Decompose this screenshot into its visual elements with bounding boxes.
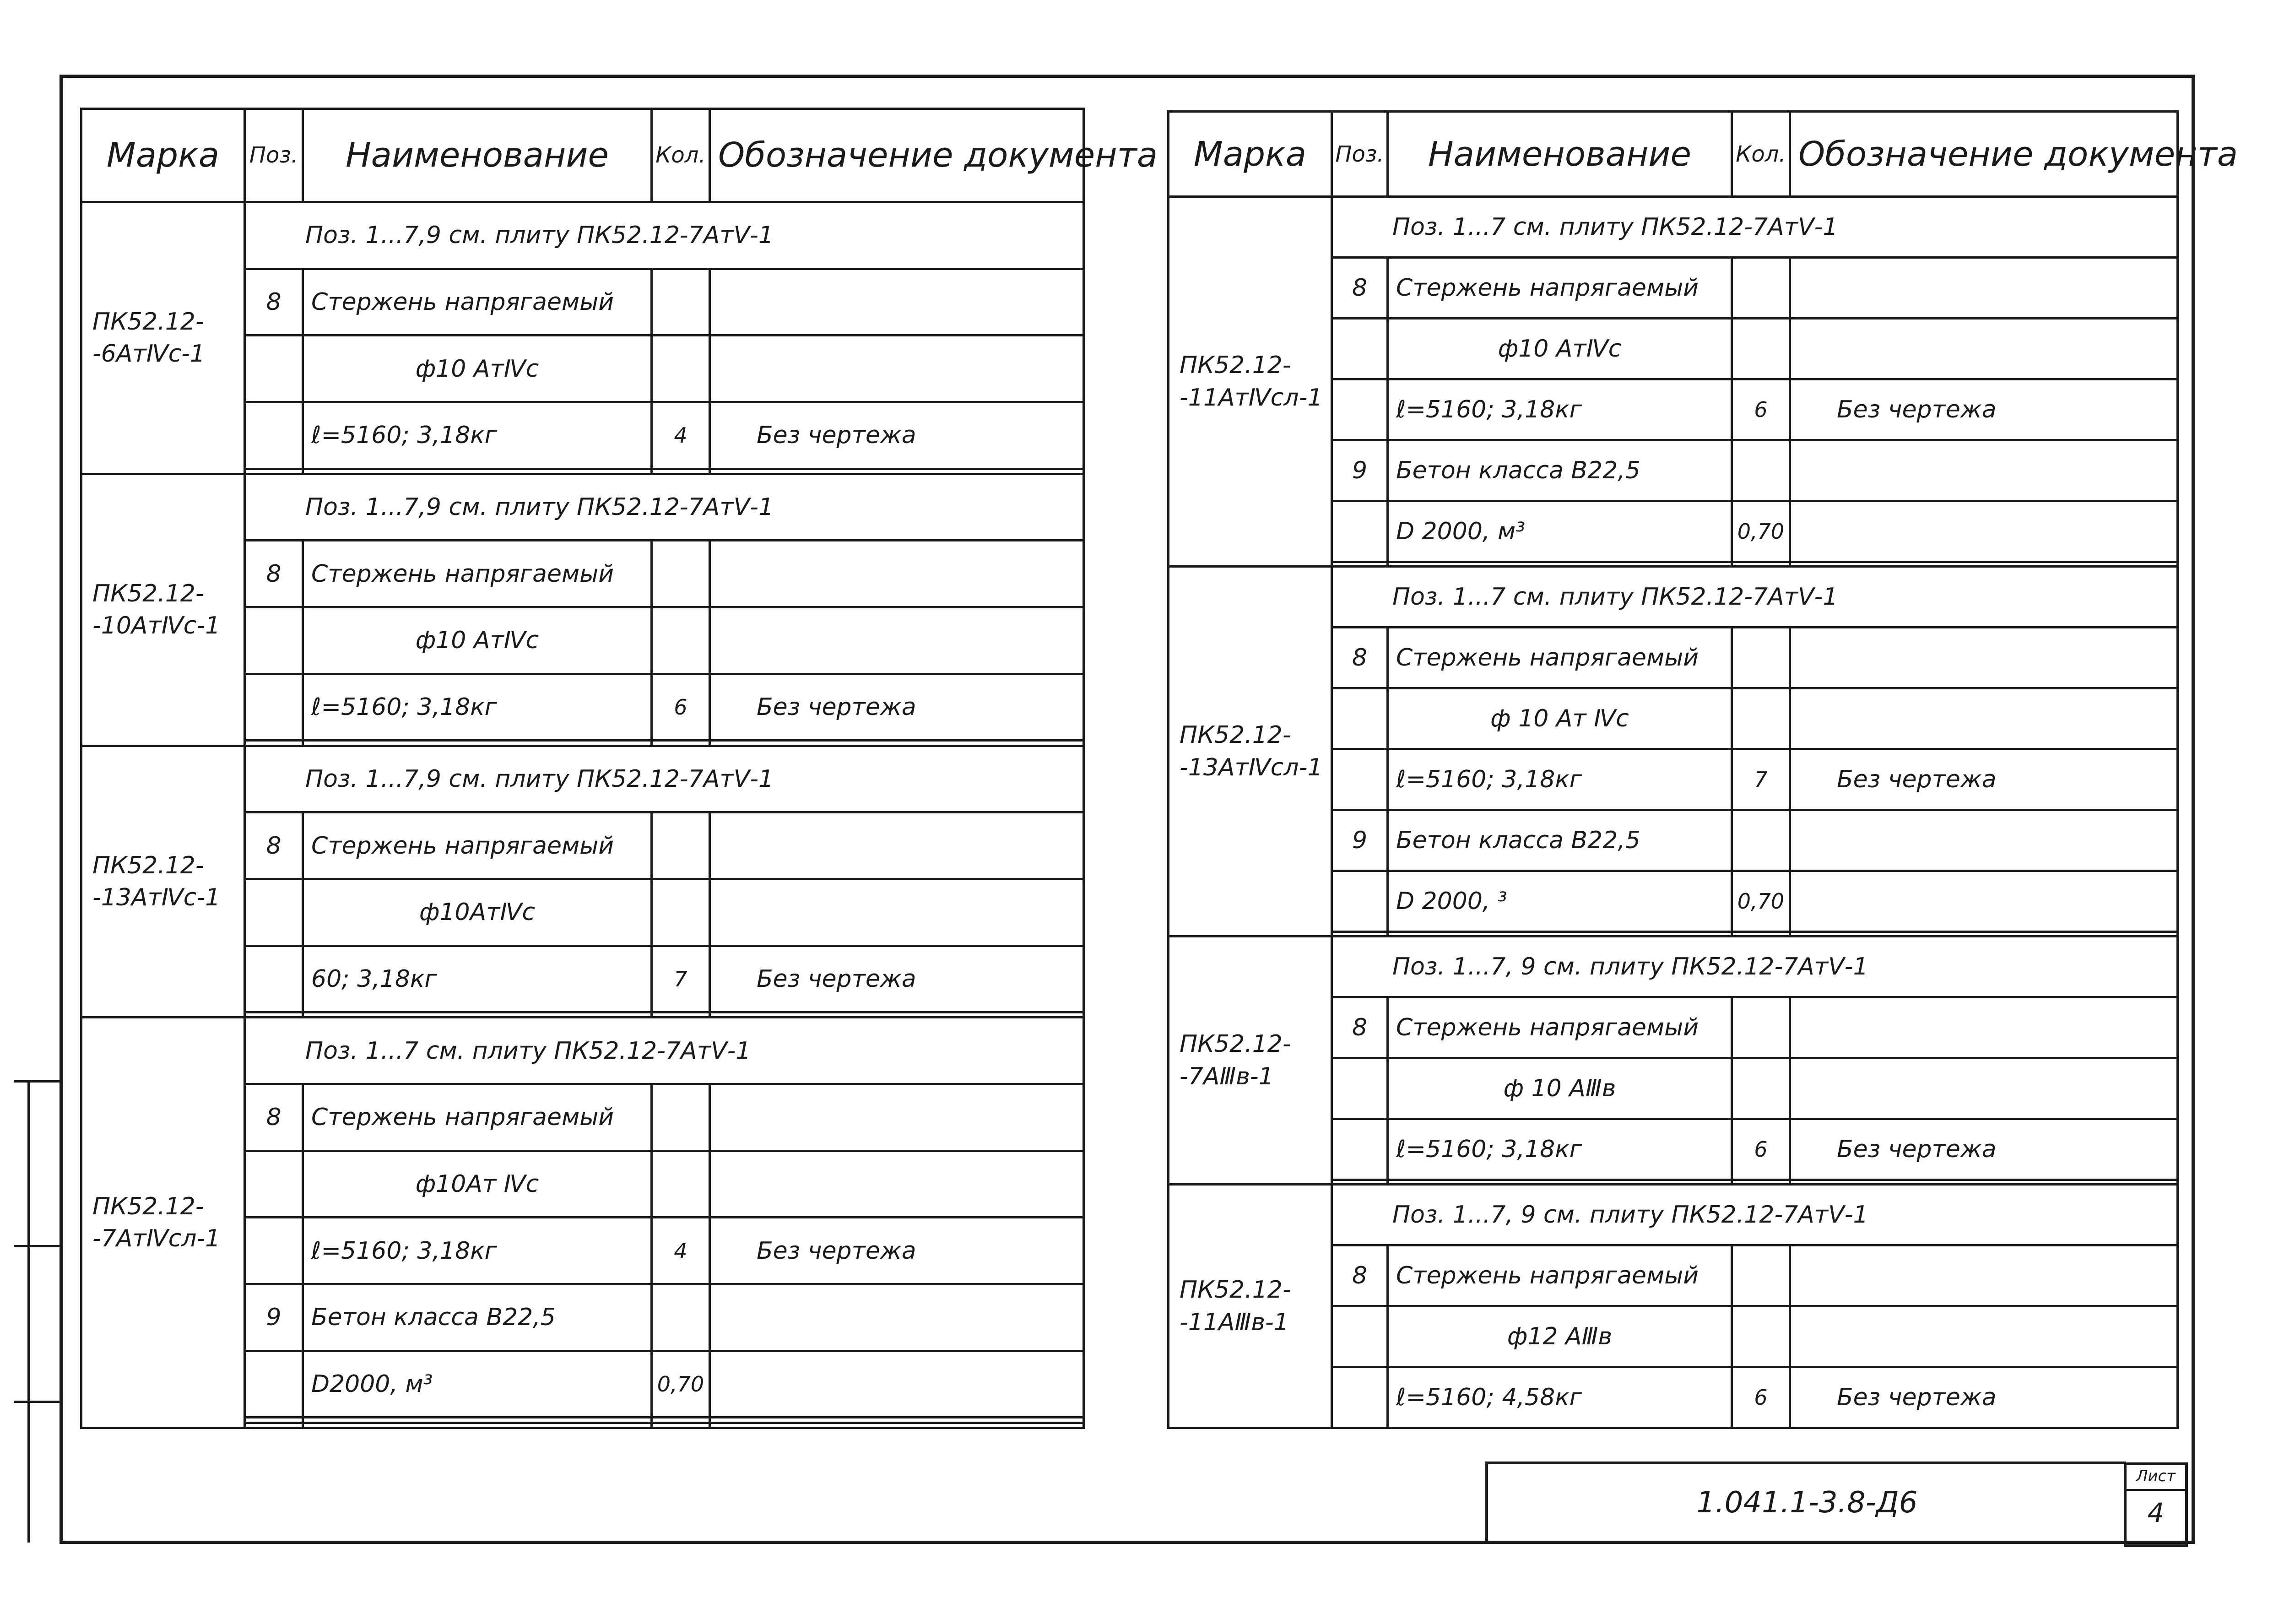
pos-cell xyxy=(1332,501,1388,562)
reference-note: Поз. 1...7 см. плиту ПК52.12-7АтⅤ-1 xyxy=(1332,567,2178,628)
reference-note: Поз. 1...7, 9 см. плиту ПК52.12-7АтⅤ-1 xyxy=(1332,937,2178,997)
pos-cell: 8 xyxy=(1332,1245,1388,1306)
pos-cell xyxy=(245,1012,303,1018)
pos-cell xyxy=(245,1151,303,1218)
reference-note: Поз. 1...7, 9 см. плиту ПК52.12-7АтⅤ-1 xyxy=(1332,1185,2178,1245)
qty-cell xyxy=(1732,1180,1790,1184)
pos-cell: 9 xyxy=(245,1284,303,1351)
pos-cell xyxy=(245,946,303,1012)
document-cell xyxy=(1790,319,2178,379)
document-cell xyxy=(1790,810,2178,871)
document-cell: Без чертежа xyxy=(1790,1119,2178,1180)
document-cell xyxy=(710,469,1084,474)
qty-cell xyxy=(652,469,710,474)
name-cell: D2000, м³ xyxy=(303,1351,652,1418)
document-cell xyxy=(710,269,1084,336)
name-cell xyxy=(303,1012,652,1018)
edge-mark xyxy=(14,1080,60,1083)
qty-cell xyxy=(1732,1306,1790,1367)
document-cell xyxy=(710,1423,1084,1428)
header-document: Обозначение документа xyxy=(710,109,1084,202)
pos-cell xyxy=(1332,562,1388,566)
name-cell xyxy=(1388,931,1732,936)
header-document: Обозначение документа xyxy=(1790,112,2178,197)
qty-cell: 0,70 xyxy=(652,1351,710,1418)
qty-cell: 0,70 xyxy=(1732,501,1790,562)
document-cell xyxy=(1790,258,2178,319)
pos-cell xyxy=(1332,319,1388,379)
document-cell xyxy=(710,1151,1084,1218)
marka-cell: ПК52.12- -13АтⅣс-1 xyxy=(81,746,245,1018)
qty-cell xyxy=(1732,628,1790,688)
qty-cell xyxy=(652,879,710,946)
document-cell xyxy=(1790,628,2178,688)
name-cell: Бетон класса В22,5 xyxy=(1388,810,1732,871)
name-cell: ℓ=5160; 3,18кг xyxy=(1388,379,1732,440)
name-cell xyxy=(303,741,652,746)
name-cell: ф10Ат Ⅳс xyxy=(303,1151,652,1218)
pos-cell: 8 xyxy=(245,812,303,879)
header-name: Наименование xyxy=(1388,112,1732,197)
pos-cell xyxy=(245,741,303,746)
pos-cell xyxy=(245,336,303,402)
group-reference-row xyxy=(81,746,1084,812)
group-reference-row xyxy=(1169,1185,2178,1245)
group-reference-row xyxy=(1169,937,2178,997)
name-cell: Стержень напрягаемый xyxy=(1388,628,1732,688)
header-pos: Поз. xyxy=(1332,112,1388,197)
document-cell xyxy=(710,1284,1084,1351)
header-qty: Кол. xyxy=(652,109,710,202)
reference-note: Поз. 1...7,9 см. плиту ПК52.12-7АтⅤ-1 xyxy=(245,474,1084,541)
reference-note: Поз. 1...7,9 см. плиту ПК52.12-7АтⅤ-1 xyxy=(245,202,1084,269)
qty-cell xyxy=(652,336,710,402)
pos-cell: 8 xyxy=(1332,997,1388,1058)
left-specification-table xyxy=(80,108,1158,1429)
name-cell: Бетон класса В22,5 xyxy=(303,1284,652,1351)
name-cell: Стержень напрягаемый xyxy=(1388,258,1732,319)
sheet-cell-divider xyxy=(2127,1489,2185,1491)
sheet-number-cell xyxy=(2124,1462,2188,1547)
pos-cell: 8 xyxy=(245,541,303,607)
name-cell: ℓ=5160; 3,18кг xyxy=(303,674,652,741)
name-cell xyxy=(1388,1180,1732,1184)
document-cell xyxy=(710,1418,1084,1423)
qty-cell xyxy=(1732,562,1790,566)
name-cell: ф10 АтⅣс xyxy=(303,607,652,674)
qty-cell: 7 xyxy=(1732,749,1790,810)
header-qty: Кол. xyxy=(1732,112,1790,197)
pos-cell xyxy=(1332,1306,1388,1367)
header-marka: Марка xyxy=(81,109,245,202)
qty-cell xyxy=(1732,440,1790,501)
sheet-label: Лист xyxy=(2136,1467,2176,1485)
qty-cell: 0,70 xyxy=(1732,871,1790,931)
name-cell: Стержень напрягаемый xyxy=(1388,997,1732,1058)
qty-cell: 4 xyxy=(652,402,710,469)
name-cell: ф10 АтⅣс xyxy=(303,336,652,402)
qty-cell xyxy=(1732,1245,1790,1306)
document-cell xyxy=(710,1084,1084,1151)
document-cell xyxy=(710,879,1084,946)
sheet-number: 4 xyxy=(2147,1497,2165,1528)
document-cell xyxy=(710,541,1084,607)
pos-cell xyxy=(245,1218,303,1284)
document-cell xyxy=(1790,871,2178,931)
document-cell xyxy=(1790,1180,2178,1184)
pos-cell: 8 xyxy=(245,269,303,336)
pos-cell xyxy=(1332,1180,1388,1184)
document-cell xyxy=(1790,1306,2178,1367)
qty-cell xyxy=(652,1151,710,1218)
name-cell: ℓ=5160; 3,18кг xyxy=(303,1218,652,1284)
document-cell: Без чертежа xyxy=(710,402,1084,469)
qty-cell xyxy=(652,269,710,336)
name-cell xyxy=(303,469,652,474)
pos-cell xyxy=(245,1423,303,1428)
pos-cell xyxy=(245,607,303,674)
edge-mark xyxy=(14,1401,60,1403)
name-cell xyxy=(303,1418,652,1423)
document-cell xyxy=(1790,997,2178,1058)
qty-cell: 4 xyxy=(652,1218,710,1284)
qty-cell xyxy=(652,607,710,674)
pos-cell xyxy=(245,1351,303,1418)
document-cell: Без чертежа xyxy=(1790,379,2178,440)
pos-cell: 8 xyxy=(245,1084,303,1151)
qty-cell xyxy=(652,1418,710,1423)
document-cell xyxy=(710,1351,1084,1418)
document-cell xyxy=(1790,562,2178,566)
name-cell: ℓ=5160; 3,18кг xyxy=(1388,749,1732,810)
name-cell: Стержень напрягаемый xyxy=(303,541,652,607)
name-cell: Стержень напрягаемый xyxy=(1388,1245,1732,1306)
pos-cell xyxy=(1332,379,1388,440)
name-cell: ф 10 АⅢв xyxy=(1388,1058,1732,1119)
name-cell: ф10 АтⅣс xyxy=(1388,319,1732,379)
document-cell xyxy=(1790,931,2178,936)
qty-cell xyxy=(652,1423,710,1428)
document-cell xyxy=(1790,688,2178,749)
group-reference-row xyxy=(81,474,1084,541)
qty-cell: 6 xyxy=(1732,379,1790,440)
right-specification-table xyxy=(1167,110,2238,1429)
pos-cell xyxy=(245,1418,303,1423)
document-cell xyxy=(1790,1058,2178,1119)
reference-note: Поз. 1...7,9 см. плиту ПК52.12-7АтⅤ-1 xyxy=(245,746,1084,812)
group-reference-row xyxy=(1169,567,2178,628)
document-code xyxy=(1485,1462,2126,1544)
name-cell: ф12 АⅢв xyxy=(1388,1306,1732,1367)
name-cell: ф10АтⅣс xyxy=(303,879,652,946)
marka-cell: ПК52.12- -7АтⅣсл-1 xyxy=(81,1018,245,1428)
name-cell: Стержень напрягаемый xyxy=(303,269,652,336)
document-cell: Без чертежа xyxy=(1790,749,2178,810)
marka-cell: ПК52.12- -11АⅢв-1 xyxy=(1169,1185,1332,1428)
qty-cell xyxy=(652,1012,710,1018)
pos-cell xyxy=(245,674,303,741)
document-cell xyxy=(710,741,1084,746)
header-marka: Марка xyxy=(1169,112,1332,197)
group-reference-row xyxy=(81,202,1084,269)
name-cell: D 2000, ³ xyxy=(1388,871,1732,931)
edge-mark xyxy=(14,1245,60,1247)
qty-cell xyxy=(1732,1058,1790,1119)
pos-cell xyxy=(1332,749,1388,810)
header-name: Наименование xyxy=(303,109,652,202)
document-cell xyxy=(710,812,1084,879)
name-cell: ℓ=5160; 4,58кг xyxy=(1388,1367,1732,1428)
qty-cell: 7 xyxy=(652,946,710,1012)
document-cell xyxy=(1790,501,2178,562)
qty-cell xyxy=(652,1284,710,1351)
document-cell xyxy=(1790,440,2178,501)
marka-cell: ПК52.12- -11АтⅣсл-1 xyxy=(1169,197,1332,567)
marka-cell: ПК52.12- -10АтⅣс-1 xyxy=(81,474,245,746)
name-cell: ℓ=5160; 3,18кг xyxy=(1388,1119,1732,1180)
edge-mark xyxy=(27,1080,30,1543)
qty-cell xyxy=(1732,688,1790,749)
qty-cell xyxy=(1732,810,1790,871)
name-cell: Бетон класса В22,5 xyxy=(1388,440,1732,501)
document-cell xyxy=(710,1012,1084,1018)
name-cell xyxy=(1388,562,1732,566)
pos-cell xyxy=(1332,871,1388,931)
document-cell xyxy=(710,336,1084,402)
pos-cell xyxy=(1332,1367,1388,1428)
document-cell: Без чертежа xyxy=(710,1218,1084,1284)
name-cell: 60; 3,18кг xyxy=(303,946,652,1012)
qty-cell xyxy=(652,1084,710,1151)
document-cell xyxy=(710,607,1084,674)
name-cell: ℓ=5160; 3,18кг xyxy=(303,402,652,469)
pos-cell: 9 xyxy=(1332,810,1388,871)
pos-cell xyxy=(1332,1119,1388,1180)
header-row xyxy=(81,109,1084,202)
marka-cell: ПК52.12- -13АтⅣсл-1 xyxy=(1169,567,1332,937)
reference-note: Поз. 1...7 см. плиту ПК52.12-7АтⅤ-1 xyxy=(1332,197,2178,258)
qty-cell xyxy=(652,541,710,607)
qty-cell xyxy=(1732,931,1790,936)
pos-cell xyxy=(245,879,303,946)
qty-cell: 6 xyxy=(652,674,710,741)
pos-cell: 8 xyxy=(1332,258,1388,319)
pos-cell xyxy=(1332,931,1388,936)
document-cell: Без чертежа xyxy=(1790,1367,2178,1428)
header-pos: Поз. xyxy=(245,109,303,202)
pos-cell: 8 xyxy=(1332,628,1388,688)
pos-cell xyxy=(245,469,303,474)
qty-cell: 6 xyxy=(1732,1367,1790,1428)
qty-cell: 6 xyxy=(1732,1119,1790,1180)
qty-cell xyxy=(1732,319,1790,379)
qty-cell xyxy=(1732,258,1790,319)
marka-cell: ПК52.12- -6АтⅣс-1 xyxy=(81,202,245,474)
group-reference-row xyxy=(1169,197,2178,258)
document-code-text: 1.041.1-3.8-Д6 xyxy=(1696,1486,1918,1520)
group-reference-row xyxy=(81,1018,1084,1084)
name-cell: Стержень напрягаемый xyxy=(303,812,652,879)
pos-cell xyxy=(1332,688,1388,749)
reference-note: Поз. 1...7 см. плиту ПК52.12-7АтⅤ-1 xyxy=(245,1018,1084,1084)
marka-cell: ПК52.12- -7АⅢв-1 xyxy=(1169,937,1332,1185)
document-cell xyxy=(1790,1245,2178,1306)
document-cell: Без чертежа xyxy=(710,674,1084,741)
pos-cell xyxy=(245,402,303,469)
qty-cell xyxy=(652,812,710,879)
name-cell: D 2000, м³ xyxy=(1388,501,1732,562)
name-cell xyxy=(303,1423,652,1428)
name-cell: ф 10 Ат Ⅳс xyxy=(1388,688,1732,749)
qty-cell xyxy=(1732,997,1790,1058)
document-cell: Без чертежа xyxy=(710,946,1084,1012)
qty-cell xyxy=(652,741,710,746)
pos-cell: 9 xyxy=(1332,440,1388,501)
pos-cell xyxy=(1332,1058,1388,1119)
name-cell: Стержень напрягаемый xyxy=(303,1084,652,1151)
header-row xyxy=(1169,112,2178,197)
